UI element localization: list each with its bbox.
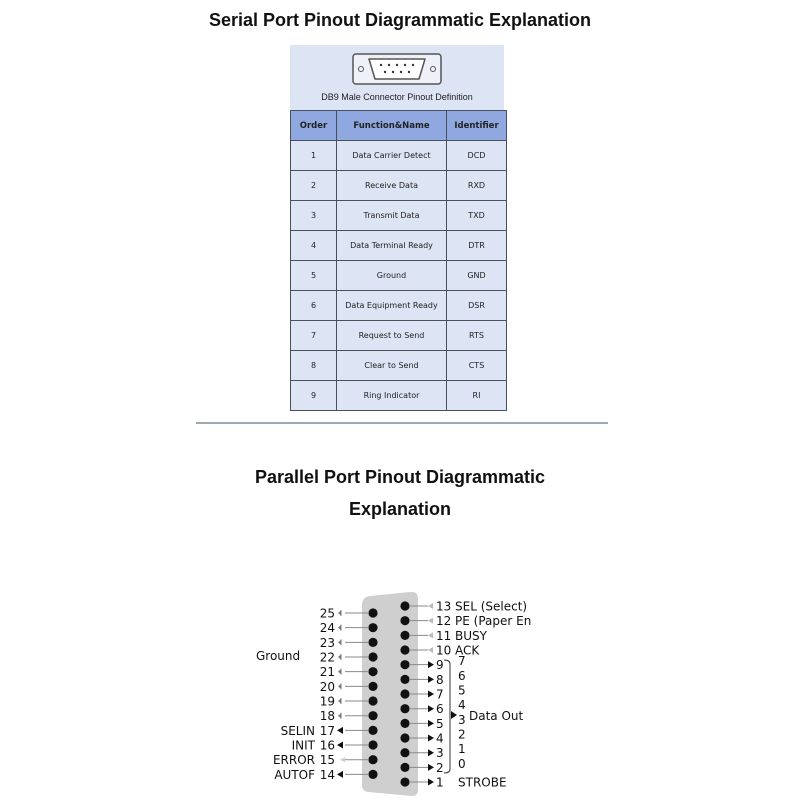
data-out-label: Data Out [469, 709, 524, 723]
cell-order: 1 [291, 141, 337, 171]
input-arrow-icon [338, 684, 341, 689]
pin-signal-label: SEL (Select) [455, 599, 528, 614]
pin-contact [368, 638, 377, 647]
pin-number: 5 [436, 716, 444, 731]
input-arrow-icon [338, 699, 341, 704]
pin-number: 19 [319, 694, 335, 709]
cell-function-name: Clear to Send [337, 351, 447, 381]
ground-label: Ground [256, 649, 301, 663]
pin-contact [368, 608, 377, 617]
pin-signal-label: 4 [458, 698, 466, 713]
cell-function-name: Ring Indicator [337, 381, 447, 411]
cell-identifier: DTR [447, 231, 507, 261]
pin-15 [273, 753, 378, 767]
pin-12 [400, 614, 531, 628]
output-arrow-icon [428, 691, 434, 698]
pin-signal-label: ACK [455, 643, 480, 658]
pin-number: 14 [319, 767, 335, 782]
pin-signal-label: BUSY [455, 628, 487, 643]
cell-order: 5 [291, 261, 337, 291]
pin-contact [400, 763, 409, 772]
cell-order: 4 [291, 231, 337, 261]
cell-identifier: RXD [447, 171, 507, 201]
cell-order: 6 [291, 291, 337, 321]
serial-title: Serial Port Pinout Diagrammatic Explanation [208, 10, 592, 30]
pin-contact [400, 733, 409, 742]
pin-contact [368, 726, 377, 735]
header-identifier: Identifier [447, 111, 507, 141]
pin-signal-label: AUTOF [274, 767, 315, 782]
cell-identifier: RTS [447, 321, 507, 351]
parallel-title-line2: Explanation [348, 499, 451, 519]
pin-signal-label: PE (Paper En [455, 614, 532, 629]
pin-number: 7 [436, 687, 444, 702]
pin-number: 23 [319, 635, 335, 650]
header-function-name: Function&Name [337, 111, 447, 141]
cell-order: 9 [291, 381, 337, 411]
pin-signal-label: SELIN [280, 723, 315, 738]
output-arrow-icon [337, 727, 343, 734]
pin-number: 15 [319, 753, 335, 768]
pin-number: 11 [436, 628, 452, 643]
cell-identifier: CTS [447, 351, 507, 381]
parallel-title-line1: Parallel Port Pinout Diagrammatic [254, 467, 546, 487]
output-arrow-icon [428, 676, 434, 683]
pin-number: 17 [319, 723, 335, 738]
cell-identifier: RI [447, 381, 507, 411]
input-arrow-icon [340, 757, 345, 762]
input-arrow-icon [338, 625, 341, 630]
cell-function-name: Transmit Data [337, 201, 447, 231]
data-out-arrow-icon [451, 711, 457, 719]
input-arrow-icon [428, 618, 433, 624]
output-arrow-icon [428, 661, 434, 668]
pin-number: 18 [319, 709, 335, 724]
cell-function-name: Ground [337, 261, 447, 291]
pin-contact [400, 631, 409, 640]
pin-contact [400, 660, 409, 669]
pin-signal-label: 6 [458, 668, 466, 683]
pin-contact [368, 770, 377, 779]
pin-signal-label: 2 [458, 727, 466, 742]
pin-signal-label: 1 [458, 742, 466, 757]
cell-order: 2 [291, 171, 337, 201]
input-arrow-icon [428, 647, 433, 653]
input-arrow-icon [338, 640, 341, 645]
pin-number: 16 [319, 738, 335, 753]
pin-contact [368, 623, 377, 632]
output-arrow-icon [428, 749, 434, 756]
pin-signal-label: INIT [291, 738, 315, 753]
pin-number: 8 [436, 672, 444, 687]
pin-signal-label: STROBE [458, 775, 507, 790]
pin-number: 20 [319, 679, 335, 694]
cell-order: 3 [291, 201, 337, 231]
pin-contact [368, 755, 377, 764]
pin-contact [368, 667, 377, 676]
pin-contact [400, 777, 409, 786]
pin-number: 13 [436, 599, 452, 614]
output-arrow-icon [428, 779, 434, 786]
input-arrow-icon [338, 669, 341, 674]
header-order: Order [291, 111, 337, 141]
pin-number: 9 [436, 658, 444, 673]
pin-contact [368, 711, 377, 720]
pin-signal-label: 0 [458, 756, 466, 771]
pin-number: 25 [319, 606, 335, 621]
cell-identifier: TXD [447, 201, 507, 231]
input-arrow-icon [338, 713, 341, 718]
pin-number: 10 [436, 643, 452, 658]
input-arrow-icon [428, 632, 433, 638]
output-arrow-icon [428, 705, 434, 712]
pin-13 [400, 600, 527, 614]
pin-contact [368, 682, 377, 691]
input-arrow-icon [428, 603, 433, 609]
input-arrow-icon [338, 611, 341, 616]
pin-number: 24 [319, 621, 335, 636]
pin-contact [400, 704, 409, 713]
pin-signal-label: ERROR [272, 753, 315, 768]
output-arrow-icon [428, 720, 434, 727]
cell-identifier: GND [447, 261, 507, 291]
pin-contact [400, 616, 409, 625]
pin-number: 1 [436, 775, 444, 790]
pin-contact [368, 740, 377, 749]
cell-function-name: Data Carrier Detect [337, 141, 447, 171]
cell-function-name: Data Equipment Ready [337, 291, 447, 321]
cell-order: 7 [291, 321, 337, 351]
pin-number: 2 [436, 760, 444, 775]
output-arrow-icon [428, 735, 434, 742]
output-arrow-icon [337, 742, 343, 749]
cell-identifier: DSR [447, 291, 507, 321]
pin-contact [400, 719, 409, 728]
pin-number: 3 [436, 746, 444, 761]
pin-number: 21 [319, 665, 335, 680]
input-arrow-icon [338, 655, 341, 660]
pin-signal-label: 7 [458, 654, 466, 669]
pin-number: 12 [436, 614, 452, 629]
pin-signal-label: 3 [458, 712, 466, 727]
pin-signal-label: 5 [458, 683, 466, 698]
cell-function-name: Data Terminal Ready [337, 231, 447, 261]
pin-number: 4 [436, 731, 444, 746]
pin-contact [400, 601, 409, 610]
cell-identifier: DCD [447, 141, 507, 171]
pin-contact [400, 748, 409, 757]
cell-order: 8 [291, 351, 337, 381]
pin-contact [400, 675, 409, 684]
pin-number: 22 [319, 650, 335, 665]
cell-function-name: Request to Send [337, 321, 447, 351]
pin-contact [368, 652, 377, 661]
pin-number: 6 [436, 702, 444, 717]
output-arrow-icon [337, 771, 343, 778]
output-arrow-icon [428, 764, 434, 771]
pin-contact [400, 645, 409, 654]
connector-caption: DB9 Male Connector Pinout Definition [321, 92, 473, 102]
data-out-bracket [444, 660, 450, 773]
pin-contact [400, 689, 409, 698]
pin-contact [368, 696, 377, 705]
cell-function-name: Receive Data [337, 171, 447, 201]
